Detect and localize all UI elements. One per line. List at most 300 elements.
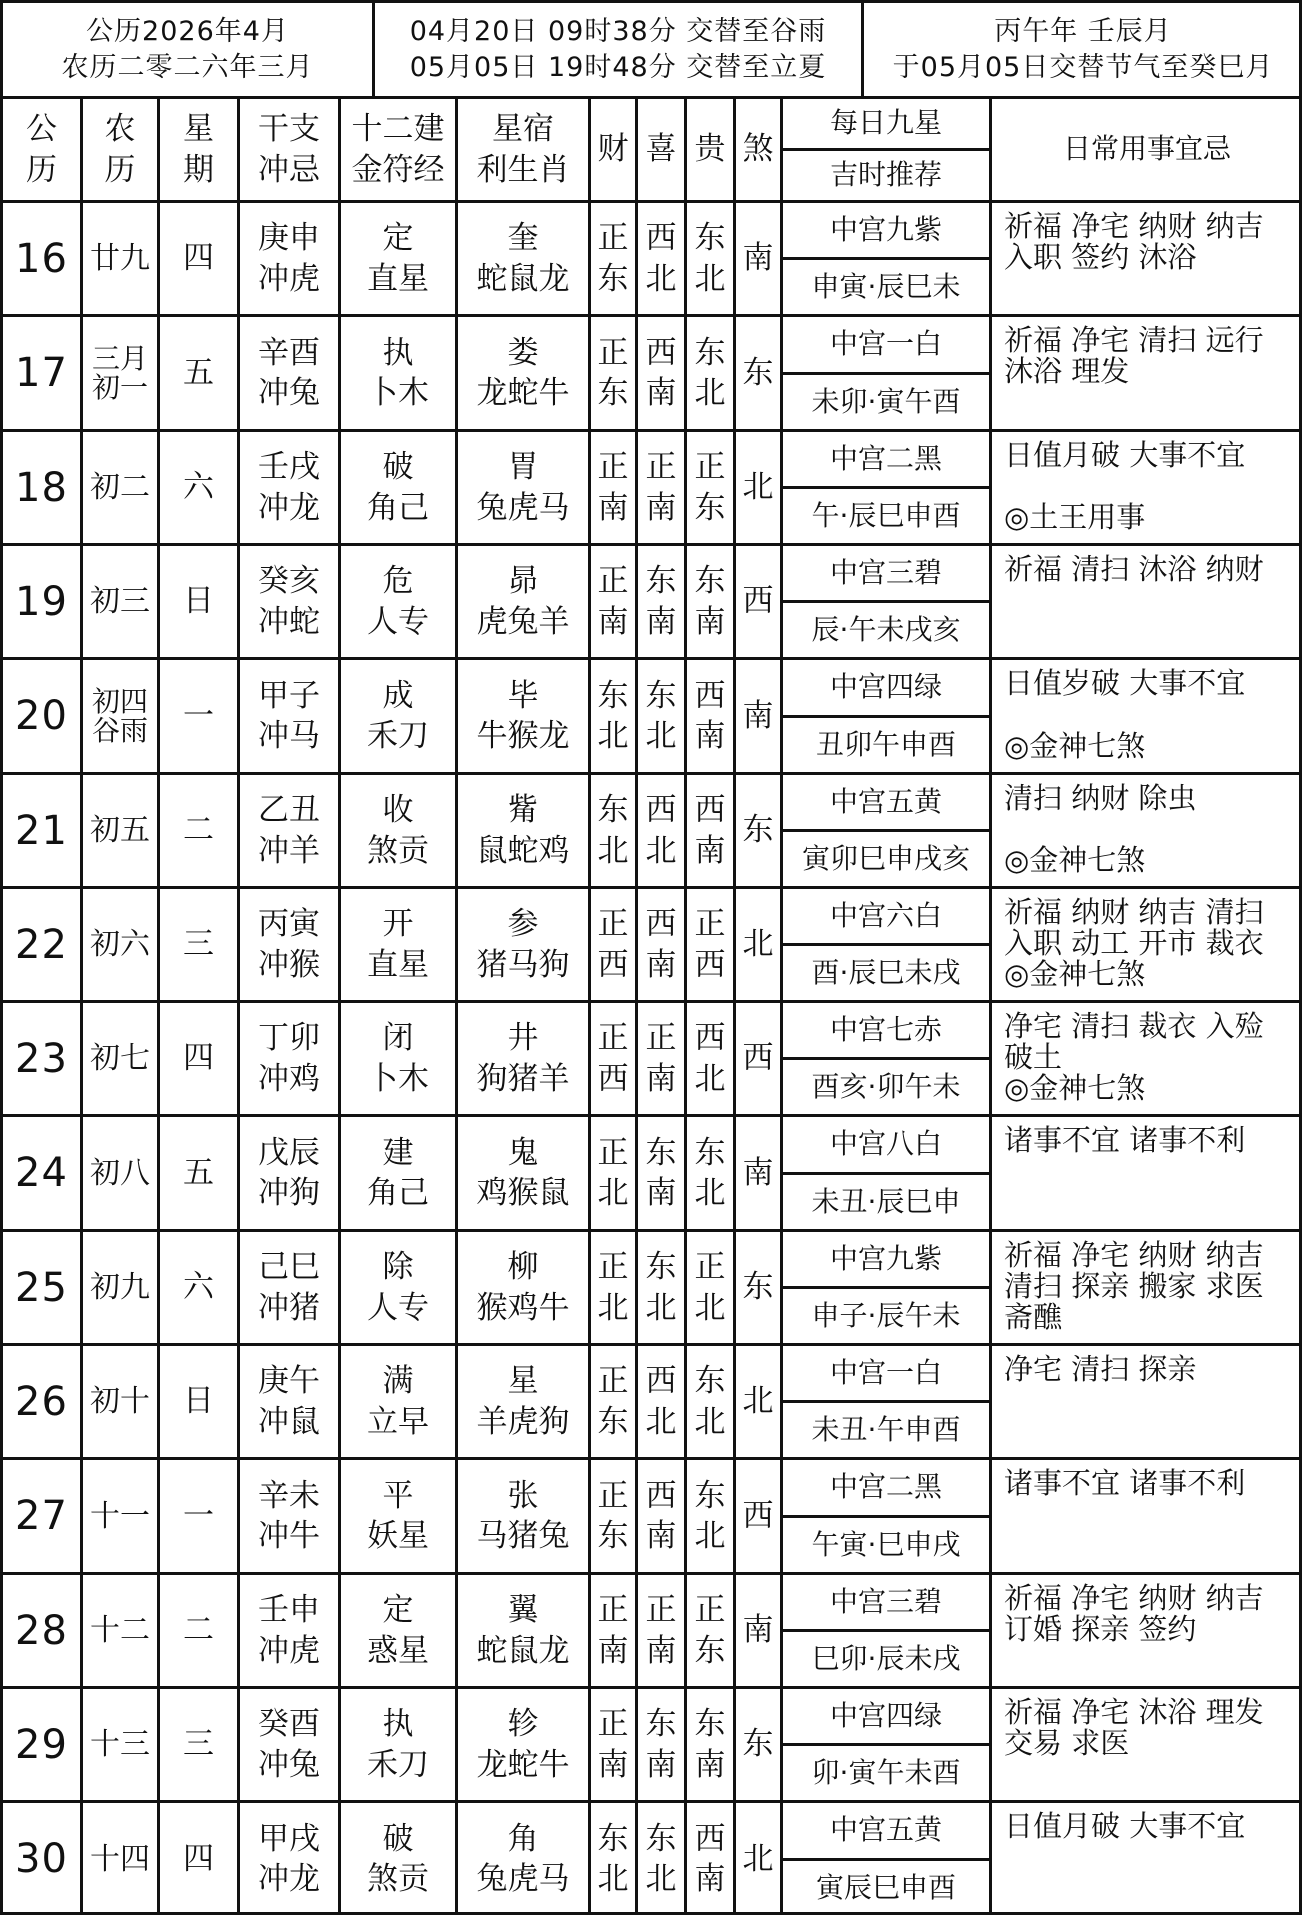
col-header-notes	[989, 96, 1302, 200]
day-ganzhi: 癸酉	[258, 1706, 320, 1743]
noble-direction-cell	[684, 1800, 733, 1915]
wealth-direction: 正	[597, 449, 629, 486]
lucky-hours-cell	[780, 1743, 989, 1800]
sha-direction-cell	[733, 429, 780, 543]
activities-text: 诸事不宜 诸事不利	[1004, 1466, 1246, 1500]
lunar-date-cell	[80, 1229, 157, 1343]
noble-direction-cell	[684, 543, 733, 657]
lunar-date: 谷雨	[91, 714, 148, 747]
noble-direction: 南	[694, 718, 726, 754]
activities-cell	[989, 1343, 1302, 1457]
joy-direction: 北	[645, 260, 677, 297]
joy-direction: 东	[645, 1820, 677, 1857]
lucky-hours-cell	[780, 1172, 989, 1229]
jianchu-cell	[338, 200, 455, 314]
lunar-mansion: 星	[507, 1363, 539, 1400]
joy-direction-cell	[635, 1229, 684, 1343]
joy-direction-cell	[635, 657, 684, 772]
wealth-direction-cell	[588, 772, 635, 886]
ganzhi-cell	[237, 886, 338, 1000]
noble-direction: 南	[694, 832, 726, 869]
day-number: 17	[15, 350, 68, 396]
activities-text: 祈福 净宅 纳财 纳吉	[1004, 209, 1264, 243]
wealth-direction: 东	[597, 1403, 629, 1440]
nine-star: 中宫三碧	[829, 1584, 942, 1618]
wealth-direction: 北	[597, 1861, 629, 1897]
noble-direction: 西	[694, 946, 726, 983]
jinfu-star: 惑星	[367, 1632, 429, 1669]
ganzhi-cell	[237, 1457, 338, 1572]
clash-zodiac: 冲兔	[258, 1746, 320, 1783]
noble-direction: 北	[694, 1518, 726, 1554]
lunar-mansion: 张	[507, 1477, 539, 1514]
xiu-cell	[455, 1343, 588, 1457]
clash-zodiac: 冲羊	[258, 832, 320, 869]
nine-star: 中宫四绿	[829, 1698, 942, 1732]
weekday: 一	[183, 1497, 214, 1534]
lunar-mansion: 翼	[507, 1592, 539, 1629]
wealth-direction: 正	[597, 1706, 629, 1743]
twelve-officer: 闭	[382, 1020, 414, 1057]
col-header-stars	[780, 96, 989, 148]
weekday-cell	[157, 657, 237, 772]
weekday-cell	[157, 543, 237, 657]
joy-direction: 东	[645, 563, 677, 600]
joy-direction: 南	[645, 489, 677, 526]
wealth-direction-cell	[588, 1686, 635, 1800]
lucky-hours-cell	[780, 486, 989, 543]
weekday-cell	[157, 1229, 237, 1343]
lucky-zodiacs: 兔虎马	[476, 1861, 570, 1897]
noble-direction: 北	[694, 1289, 726, 1326]
nine-star-cell	[780, 314, 989, 372]
activities-text: 日值月破 大事不宜	[1004, 438, 1246, 472]
activities-text: 祈福 净宅 纳财 纳吉	[1004, 1238, 1264, 1272]
wealth-direction: 正	[597, 1249, 629, 1286]
clash-zodiac: 冲马	[258, 718, 320, 754]
noble-direction: 东	[694, 334, 726, 371]
nine-star: 中宫二黑	[829, 441, 942, 475]
noble-direction: 东	[694, 1134, 726, 1171]
day-ganzhi: 庚申	[258, 220, 320, 257]
day-ganzhi: 丁卯	[258, 1020, 320, 1057]
sha-direction: 东	[742, 1269, 774, 1306]
ganzhi-cell	[237, 543, 338, 657]
noble-direction: 东	[694, 1632, 726, 1669]
wealth-direction: 东	[597, 375, 629, 411]
day-number: 16	[15, 235, 68, 282]
jianchu-cell	[338, 1800, 455, 1915]
day-number-cell	[0, 1800, 80, 1915]
activities-cell	[989, 1686, 1302, 1800]
weekday-cell	[157, 1572, 237, 1686]
weekday-cell	[157, 429, 237, 543]
nine-star: 中宫一白	[829, 1355, 942, 1389]
joy-direction-cell	[635, 1000, 684, 1114]
wealth-direction: 正	[597, 906, 629, 943]
activities-cell	[989, 657, 1302, 772]
noble-direction-cell	[684, 657, 733, 772]
nine-star-cell	[780, 1800, 989, 1858]
lucky-hours-cell	[780, 1629, 989, 1686]
lunar-date-cell	[80, 1343, 157, 1457]
activities-text: 祈福 纳财 纳吉 清扫	[1004, 895, 1264, 929]
weekday: 二	[183, 812, 214, 849]
joy-direction: 西	[645, 1363, 677, 1400]
xiu-cell	[455, 657, 588, 772]
nine-star-cell	[780, 1572, 989, 1629]
lunar-date: 十三	[90, 1727, 150, 1762]
nine-star: 中宫三碧	[829, 555, 942, 589]
col-header-lunar-text: 历	[104, 151, 136, 188]
weekday: 五	[183, 1154, 214, 1191]
day-number-cell	[0, 200, 80, 314]
clash-zodiac: 冲鸡	[258, 1060, 320, 1097]
weekday-cell	[157, 1686, 237, 1800]
noble-direction-cell	[684, 1343, 733, 1457]
activities-text: 清扫 纳财 除虫	[1004, 781, 1197, 815]
weekday-cell	[157, 200, 237, 314]
sha-direction: 西	[742, 1040, 774, 1077]
joy-direction: 西	[645, 792, 677, 829]
lunar-date-cell	[80, 314, 157, 429]
col-header-gregorian-text: 历	[26, 151, 57, 188]
day-number: 23	[15, 1035, 68, 1082]
jinfu-star: 禾刀	[367, 1746, 429, 1783]
xiu-cell	[455, 1229, 588, 1343]
wealth-direction-cell	[588, 1457, 635, 1572]
wealth-direction: 正	[597, 563, 629, 600]
ganzhi-cell	[237, 1572, 338, 1686]
wealth-direction: 东	[597, 260, 629, 297]
lucky-hours-cell	[780, 257, 989, 314]
col-header-hours	[780, 148, 989, 200]
activities-text: 祈福 净宅 沐浴 理发	[1004, 1695, 1264, 1729]
lunar-date: 初五	[90, 813, 150, 848]
joy-direction-cell	[635, 1457, 684, 1572]
twelve-officer: 定	[382, 1592, 414, 1629]
lunar-date: 廿九	[90, 241, 150, 276]
ganzhi-cell	[237, 1229, 338, 1343]
col-header-weekday	[157, 96, 237, 200]
jianchu-cell	[338, 429, 455, 543]
lucky-hours: 午寅·巳申戌	[811, 1527, 961, 1561]
clash-zodiac: 冲鼠	[258, 1403, 320, 1440]
joy-direction: 北	[645, 1861, 677, 1897]
xiu-cell	[455, 1457, 588, 1572]
joy-direction-cell	[635, 314, 684, 429]
weekday-cell	[157, 886, 237, 1000]
sha-direction: 南	[742, 697, 774, 734]
wealth-direction: 正	[597, 334, 629, 371]
noble-direction: 西	[694, 677, 726, 714]
noble-direction: 北	[694, 375, 726, 411]
lucky-zodiacs: 猴鸡牛	[476, 1289, 570, 1326]
lucky-zodiacs: 猪马狗	[476, 946, 570, 983]
joy-direction: 西	[645, 220, 677, 257]
lunar-date: 初十	[90, 1384, 150, 1419]
wealth-direction: 正	[597, 1477, 629, 1514]
jianchu-cell	[338, 543, 455, 657]
ganzhi-transition: 于05月05日交替节气至癸巳月	[892, 51, 1274, 83]
noble-direction: 正	[694, 449, 726, 486]
lucky-hours-cell	[780, 600, 989, 657]
jinfu-star: 立早	[367, 1403, 429, 1440]
twelve-officer: 成	[382, 677, 414, 714]
nine-star-cell	[780, 1114, 989, 1172]
jianchu-cell	[338, 1572, 455, 1686]
noble-direction: 南	[694, 1861, 726, 1897]
wealth-direction: 东	[597, 677, 629, 714]
jianchu-cell	[338, 657, 455, 772]
nine-star: 中宫六白	[829, 898, 942, 932]
lucky-hours: 酉·辰巳未戌	[811, 955, 961, 989]
noble-direction: 东	[694, 1477, 726, 1514]
jinfu-star: 直星	[367, 260, 429, 297]
jinfu-star: 煞贡	[367, 1861, 429, 1897]
weekday-cell	[157, 1343, 237, 1457]
sha-direction-cell	[733, 314, 780, 429]
jinfu-star: 煞贡	[367, 832, 429, 869]
wealth-direction: 南	[597, 1746, 629, 1783]
jianchu-cell	[338, 1000, 455, 1114]
col-header-ganzhi	[237, 96, 338, 200]
noble-direction: 正	[694, 1592, 726, 1629]
weekday: 二	[183, 1612, 214, 1649]
xiu-cell	[455, 314, 588, 429]
noble-direction-cell	[684, 886, 733, 1000]
sha-direction: 东	[742, 1726, 774, 1763]
lucky-hours-cell	[780, 1400, 989, 1457]
year-month-ganzhi: 丙午年 壬辰月	[994, 16, 1172, 48]
jinfu-star: 禾刀	[367, 718, 429, 754]
lunar-date-cell	[80, 429, 157, 543]
lucky-hours-cell	[780, 829, 989, 886]
activities-text: 破土	[1004, 1040, 1063, 1075]
weekday: 三	[183, 1726, 214, 1763]
gregorian-month-label: 公历2026年4月	[86, 16, 289, 48]
day-number: 22	[15, 921, 68, 968]
jianchu-cell	[338, 1229, 455, 1343]
joy-direction-cell	[635, 1114, 684, 1229]
day-ganzhi: 戊辰	[258, 1134, 320, 1171]
day-number: 21	[15, 807, 68, 854]
clash-zodiac: 冲狗	[258, 1175, 320, 1211]
ganzhi-cell	[237, 1800, 338, 1915]
noble-direction-cell	[684, 1000, 733, 1114]
day-number-cell	[0, 1572, 80, 1686]
noble-direction: 北	[694, 1060, 726, 1097]
lucky-hours: 丑卯午申酉	[815, 727, 956, 761]
day-number-cell	[0, 1000, 80, 1114]
nine-star-cell	[780, 772, 989, 829]
day-number-cell	[0, 543, 80, 657]
lunar-date-cell	[80, 772, 157, 886]
ganzhi-cell	[237, 429, 338, 543]
day-number: 30	[15, 1836, 68, 1882]
wealth-direction: 东	[597, 792, 629, 829]
special-day-note: ◎金神七煞	[1004, 957, 1146, 992]
nine-star: 中宫七赤	[829, 1012, 942, 1046]
day-ganzhi: 己巳	[258, 1249, 320, 1286]
day-number-cell	[0, 1114, 80, 1229]
day-ganzhi: 庚午	[258, 1363, 320, 1400]
day-number-cell	[0, 1229, 80, 1343]
noble-direction: 西	[694, 1020, 726, 1057]
clash-zodiac: 冲虎	[258, 260, 320, 297]
lucky-hours-cell	[780, 1858, 989, 1915]
wealth-direction: 西	[597, 946, 629, 983]
jinfu-star: 角己	[367, 1175, 429, 1211]
weekday: 四	[183, 1040, 214, 1077]
wealth-direction-cell	[588, 1572, 635, 1686]
wealth-direction: 西	[597, 1060, 629, 1097]
lunar-mansion: 角	[507, 1820, 539, 1857]
wealth-direction-cell	[588, 1114, 635, 1229]
jinfu-star: 卜木	[367, 1060, 429, 1097]
day-number: 27	[15, 1493, 68, 1539]
activities-cell	[989, 1800, 1302, 1915]
weekday: 五	[183, 354, 214, 391]
ganzhi-cell	[237, 1343, 338, 1457]
col-header-cai	[588, 96, 635, 200]
weekday: 日	[183, 1383, 214, 1420]
weekday-cell	[157, 1800, 237, 1915]
activities-text: 祈福 清扫 沐浴 纳财	[1004, 552, 1264, 586]
noble-direction: 西	[694, 792, 726, 829]
ganzhi-cell	[237, 1114, 338, 1229]
noble-direction-cell	[684, 1114, 733, 1229]
lucky-hours: 卯·寅午未酉	[811, 1755, 961, 1789]
nine-star-cell	[780, 1457, 989, 1515]
lunar-mansion: 昴	[507, 563, 539, 600]
nine-star: 中宫五黄	[829, 784, 942, 818]
joy-direction: 正	[645, 1020, 677, 1057]
jianchu-cell	[338, 772, 455, 886]
noble-direction: 北	[694, 260, 726, 297]
weekday: 四	[183, 240, 214, 277]
special-day-note: ◎土王用事	[1004, 499, 1146, 534]
xiu-cell	[455, 429, 588, 543]
day-number-cell	[0, 1343, 80, 1457]
activities-cell	[989, 1114, 1302, 1229]
noble-direction: 北	[694, 1175, 726, 1211]
joy-direction: 北	[645, 718, 677, 754]
weekday: 四	[183, 1840, 214, 1877]
lunar-date: 三月	[91, 341, 148, 375]
day-number-cell	[0, 657, 80, 772]
lucky-hours: 申子·辰午未	[811, 1298, 961, 1332]
jianchu-cell	[338, 886, 455, 1000]
col-header-lunar-text: 农	[104, 111, 136, 148]
lunar-date: 初三	[90, 584, 150, 619]
lucky-hours: 寅辰巳申酉	[815, 1870, 956, 1904]
special-day-note: ◎金神七煞	[1004, 728, 1146, 763]
wealth-direction: 正	[597, 1134, 629, 1171]
activities-cell	[989, 772, 1302, 886]
day-number: 20	[15, 693, 68, 739]
day-number-cell	[0, 1686, 80, 1800]
activities-text: 斋醮	[1004, 1300, 1063, 1335]
lucky-zodiacs: 狗猪羊	[476, 1060, 570, 1097]
activities-text: 日值月破 大事不宜	[1004, 1809, 1246, 1843]
twelve-officer: 开	[382, 906, 414, 943]
xiu-cell	[455, 200, 588, 314]
col-header-gui	[684, 96, 733, 200]
day-ganzhi: 癸亥	[258, 563, 320, 600]
joy-direction-cell	[635, 1686, 684, 1800]
nine-star: 中宫四绿	[829, 670, 942, 704]
jianchu-cell	[338, 314, 455, 429]
day-ganzhi: 丙寅	[258, 906, 320, 943]
noble-direction-cell	[684, 772, 733, 886]
lunar-mansion: 柳	[507, 1249, 539, 1286]
jinfu-star: 直星	[367, 946, 429, 983]
activities-text: 祈福 净宅 纳财 纳吉	[1004, 1581, 1264, 1615]
lunar-date: 十四	[90, 1841, 150, 1877]
wealth-direction: 北	[597, 1289, 629, 1326]
lucky-zodiacs: 龙蛇牛	[476, 1746, 570, 1783]
col-header-jianchu	[338, 96, 455, 200]
col-header-gregorian-text: 公	[26, 111, 57, 148]
weekday: 三	[183, 926, 214, 963]
joy-direction: 南	[645, 1746, 677, 1783]
noble-direction: 北	[694, 1403, 726, 1440]
activities-cell	[989, 314, 1302, 429]
jianchu-cell	[338, 1114, 455, 1229]
clash-zodiac: 冲兔	[258, 375, 320, 411]
noble-direction: 正	[694, 906, 726, 943]
sha-direction: 南	[742, 1612, 774, 1649]
lunar-date-cell	[80, 543, 157, 657]
joy-direction: 北	[645, 832, 677, 869]
lucky-zodiacs: 龙蛇牛	[476, 375, 570, 411]
lucky-hours-cell	[780, 372, 989, 429]
xiu-cell	[455, 886, 588, 1000]
noble-direction: 东	[694, 220, 726, 257]
lucky-hours-cell	[780, 715, 989, 772]
noble-direction: 南	[694, 603, 726, 640]
wealth-direction: 正	[597, 1592, 629, 1629]
ganzhi-cell	[237, 1686, 338, 1800]
lunar-mansion: 鬼	[507, 1134, 539, 1171]
joy-direction: 西	[645, 1477, 677, 1514]
twelve-officer: 收	[382, 792, 414, 829]
noble-direction-cell	[684, 314, 733, 429]
lucky-hours-cell	[780, 943, 989, 1000]
xiu-cell	[455, 1572, 588, 1686]
header-ganzhi	[861, 0, 1302, 96]
jianchu-cell	[338, 1343, 455, 1457]
solar-term-line: 05月05日 19时48分 交替至立夏	[409, 51, 827, 83]
lunar-date-cell	[80, 1686, 157, 1800]
nine-star: 中宫五黄	[829, 1813, 942, 1847]
sha-direction: 西	[742, 1497, 774, 1534]
xiu-cell	[455, 1000, 588, 1114]
xiu-cell	[455, 543, 588, 657]
jianchu-cell	[338, 1686, 455, 1800]
day-number: 26	[15, 1378, 68, 1425]
lunar-date-cell	[80, 200, 157, 314]
joy-direction-cell	[635, 1343, 684, 1457]
col-header-weekday-text: 期	[183, 151, 214, 188]
col-header-xiu-text: 星宿	[492, 111, 554, 148]
nine-star: 中宫八白	[829, 1127, 942, 1161]
nine-star-cell	[780, 1686, 989, 1743]
nine-star: 中宫九紫	[829, 212, 942, 246]
day-ganzhi: 甲戌	[258, 1820, 320, 1857]
noble-direction: 东	[694, 489, 726, 526]
